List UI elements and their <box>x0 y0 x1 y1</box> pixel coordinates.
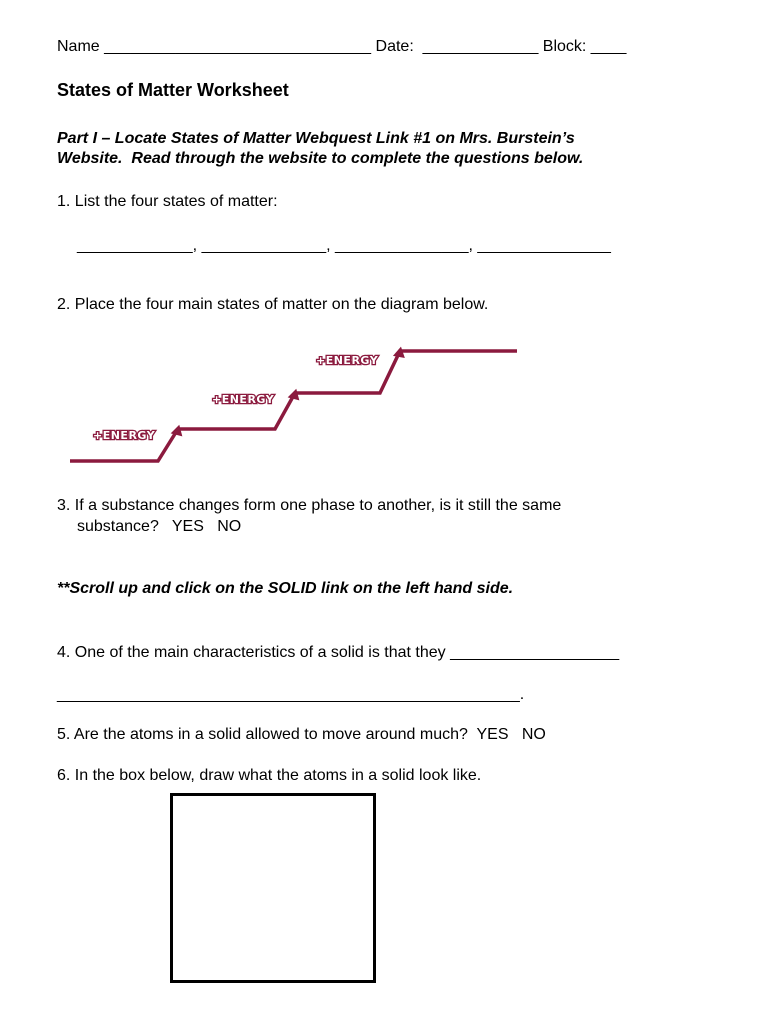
question-5: 5. Are the atoms in a solid allowed to move around much? YES NO <box>57 726 546 743</box>
energy-label-1: +ENERGY <box>93 429 156 442</box>
question-6: 6. In the box below, draw what the atoms in a solid look like. <box>57 767 482 784</box>
question-4-line1: 4. One of the main characteristics of a solid is that they ___________________ <box>57 644 620 661</box>
scroll-instruction: **Scroll up and click on the SOLID link on the left hand side. <box>57 580 514 597</box>
part1-instructions-line1: Part I – Locate States of Matter Webquest Link #1 on Mrs. Burstein’s <box>57 130 575 147</box>
solid-atoms-drawing-box[interactable] <box>170 793 376 983</box>
question-2: 2. Place the four main states of matter on the diagram below. <box>57 296 489 313</box>
part1-instructions-line2: Website. Read through the website to complete the questions below. <box>57 150 584 167</box>
question-1-answer-blanks: _____________, ______________, _______________, _______________ <box>77 237 611 254</box>
energy-label-3: +ENERGY <box>316 354 379 367</box>
staircase-line <box>70 351 517 461</box>
question-3-line1: 3. If a substance changes form one phase to another, is it still the same <box>57 497 562 514</box>
question-3-line2: substance? YES NO <box>77 518 242 535</box>
name-date-block-line: Name ______________________________ Date: _____________ Block: ____ <box>57 38 627 55</box>
energy-staircase-diagram <box>60 335 530 475</box>
question-4-line2: ____________________________________________________. <box>57 686 525 703</box>
arrowhead-1 <box>169 425 182 439</box>
energy-label-2: +ENERGY <box>212 393 275 406</box>
question-1: 1. List the four states of matter: <box>57 193 278 210</box>
page-title: States of Matter Worksheet <box>57 80 289 100</box>
